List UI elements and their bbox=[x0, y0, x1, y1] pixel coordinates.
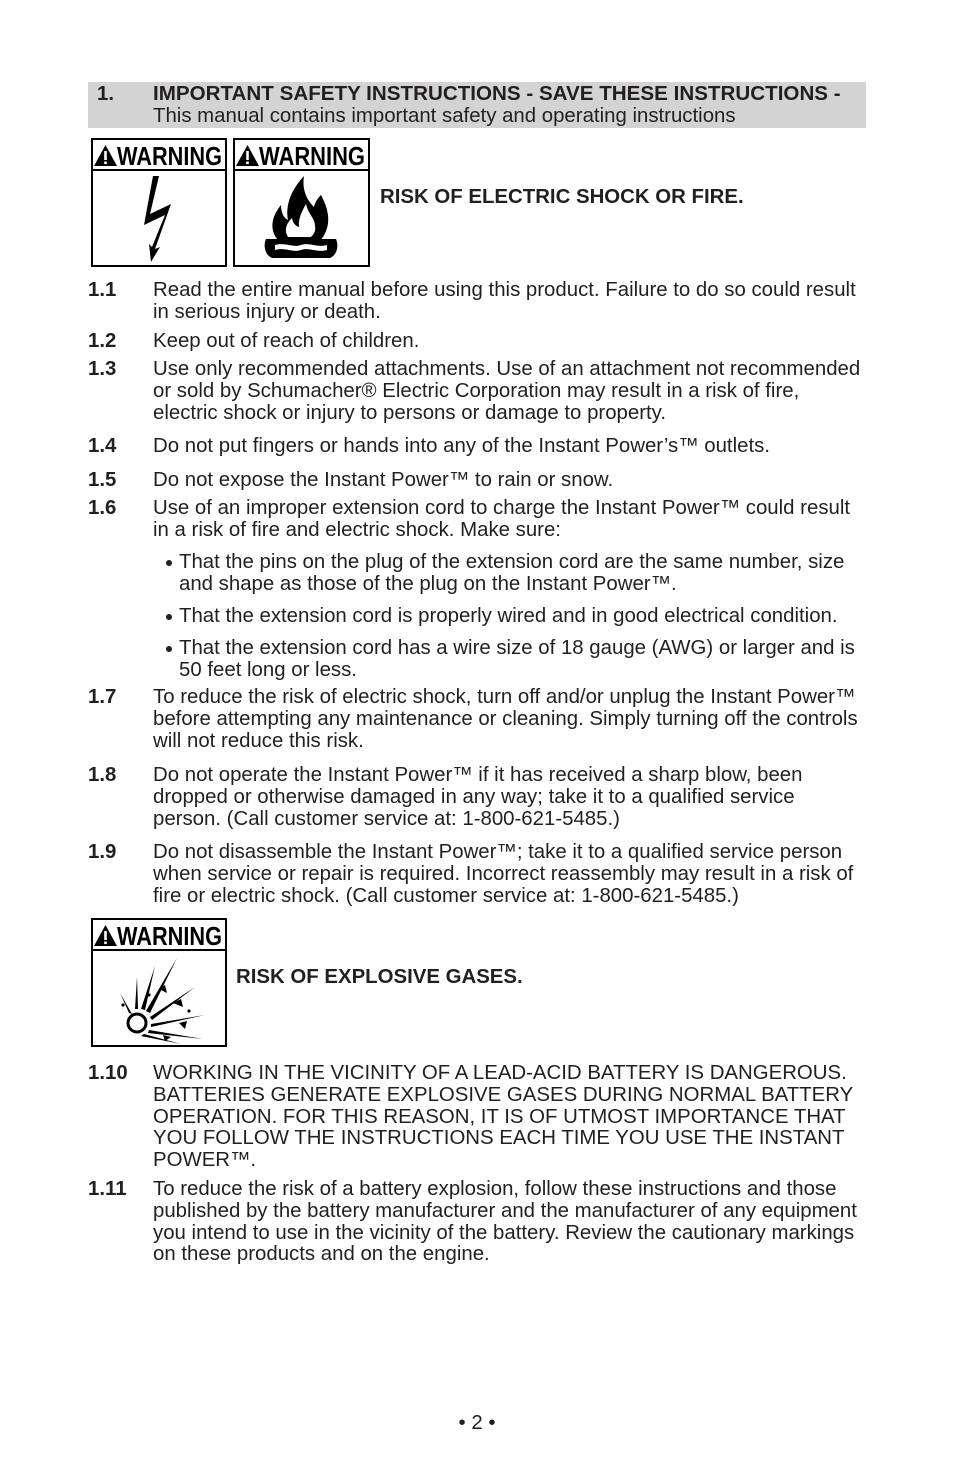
warning-header bbox=[93, 920, 225, 951]
item-number: 1.10 bbox=[88, 1062, 128, 1084]
item-number: 1.2 bbox=[88, 330, 117, 352]
section-title: IMPORTANT SAFETY INSTRUCTIONS - SAVE THESE INSTRUCTIONS - bbox=[153, 82, 841, 105]
safety-item-1-1 bbox=[88, 280, 856, 324]
warning-triangle-icon bbox=[94, 145, 117, 166]
warning-word: WARNING bbox=[117, 141, 222, 171]
section-header bbox=[88, 82, 866, 128]
item-number: 1.11 bbox=[88, 1178, 127, 1200]
item-text-line: Read the entire manual before using this product. Failure to do so could result bbox=[153, 279, 856, 301]
item-text-line: To reduce the risk of electric shock, turn off and/or unplug the Instant Power™ bbox=[153, 686, 856, 708]
warning-pictogram bbox=[93, 951, 225, 1045]
warning-header bbox=[93, 140, 225, 171]
item-text-line: Do not put fingers or hands into any of the Instant Power’s™ outlets. bbox=[153, 435, 770, 457]
safety-item-1-7 bbox=[88, 687, 858, 752]
item-number: 1.7 bbox=[88, 686, 117, 708]
warning-caption-electric-shock: RISK OF ELECTRIC SHOCK OR FIRE. bbox=[380, 186, 744, 208]
warning-pictogram bbox=[93, 171, 225, 265]
warning-triangle-icon bbox=[236, 145, 259, 166]
item-number: 1.4 bbox=[88, 435, 117, 457]
item-text-line: dropped or otherwise damaged in any way; take it to a qualified service bbox=[153, 785, 795, 808]
safety-item-1-10 bbox=[88, 1063, 853, 1172]
bullet-item bbox=[165, 552, 844, 596]
section-subtitle: This manual contains important safety and operating instructions bbox=[153, 105, 736, 127]
warning-label-electric-shock bbox=[91, 138, 227, 267]
bullet-item bbox=[165, 606, 838, 628]
warning-header bbox=[235, 140, 368, 171]
item-number: 1.5 bbox=[88, 469, 117, 491]
safety-item-1-3 bbox=[88, 359, 860, 424]
warning-triangle-icon bbox=[94, 925, 117, 946]
item-number: 1.9 bbox=[88, 841, 117, 863]
safety-item-1-4 bbox=[88, 436, 770, 458]
item-text-line: on these products and on the engine. bbox=[153, 1243, 490, 1266]
item-text-line: in a risk of fire and electric shock. Make sure: bbox=[153, 518, 561, 541]
warning-word: WARNING bbox=[259, 141, 365, 171]
warning-pictogram bbox=[235, 171, 368, 265]
bullet-text-line: That the extension cord has a wire size of 18 gauge (AWG) or larger and is bbox=[179, 637, 855, 659]
item-text-line: person. (Call customer service at: 1-800-621-5485.) bbox=[153, 807, 620, 830]
bullet-text-line: That the extension cord is properly wired and in good electrical condition. bbox=[179, 605, 838, 627]
item-text-line: electric shock or injury to persons or damage to property. bbox=[153, 401, 667, 424]
item-text-line: Use only recommended attachments. Use of an attachment not recommended bbox=[153, 358, 861, 380]
item-text-line: BATTERIES GENERATE EXPLOSIVE GASES DURING NORMAL BATTERY bbox=[153, 1083, 854, 1106]
warning-caption-explosive-gases: RISK OF EXPLOSIVE GASES. bbox=[236, 966, 523, 988]
item-text-line: WORKING IN THE VICINITY OF A LEAD-ACID BATTERY IS DANGEROUS. bbox=[153, 1062, 847, 1084]
item-text-line: or sold by Schumacher® Electric Corporation may result in a risk of fire, bbox=[153, 379, 800, 402]
safety-item-1-5 bbox=[88, 470, 613, 492]
lightning-bolt-icon bbox=[93, 171, 225, 265]
item-text-line: POWER™. bbox=[153, 1149, 257, 1172]
item-text-line: Do not disassemble the Instant Power™; take it to a qualified service person bbox=[153, 841, 843, 863]
item-text-line: in serious injury or death. bbox=[153, 300, 381, 323]
explosion-icon bbox=[93, 951, 225, 1045]
item-text-line: To reduce the risk of a battery explosion, follow these instructions and those bbox=[153, 1178, 837, 1200]
page-number: • 2 • bbox=[458, 1412, 496, 1434]
safety-item-1-9 bbox=[88, 842, 853, 907]
bullet-item bbox=[165, 638, 855, 682]
item-text-line: YOU FOLLOW THE INSTRUCTIONS EACH TIME YOU USE THE INSTANT bbox=[153, 1127, 845, 1150]
item-number: 1.8 bbox=[88, 764, 117, 786]
safety-item-1-6 bbox=[88, 498, 850, 542]
safety-item-1-2 bbox=[88, 331, 419, 353]
warning-label-fire bbox=[233, 138, 370, 267]
item-text-line: will not reduce this risk. bbox=[153, 729, 364, 752]
item-text-line: Do not expose the Instant Power™ to rain or snow. bbox=[153, 469, 614, 491]
item-text-line: OPERATION. FOR THIS REASON, IT IS OF UTMOST IMPORTANCE THAT bbox=[153, 1105, 846, 1128]
section-number: 1. bbox=[97, 83, 115, 105]
bullet-text-line: 50 feet long or less. bbox=[179, 658, 357, 681]
item-number: 1.6 bbox=[88, 497, 117, 519]
bullet-dot bbox=[166, 560, 172, 566]
bullet-dot bbox=[166, 614, 172, 620]
item-number: 1.1 bbox=[88, 279, 117, 301]
item-text-line: before attempting any maintenance or cleaning. Simply turning off the controls bbox=[153, 707, 858, 730]
warning-word: WARNING bbox=[117, 921, 222, 951]
item-text-line: Do not operate the Instant Power™ if it has received a sharp blow, been bbox=[153, 764, 803, 786]
item-text-line: Keep out of reach of children. bbox=[153, 330, 420, 352]
item-text-line: Use of an improper extension cord to charge the Instant Power™ could result bbox=[153, 497, 851, 519]
bullet-text-line: That the pins on the plug of the extension cord are the same number, size bbox=[179, 551, 845, 573]
fire-icon bbox=[235, 171, 368, 265]
item-text-line: fire or electric shock. (Call customer service at: 1-800-621-5485.) bbox=[153, 884, 739, 907]
safety-item-1-11 bbox=[88, 1179, 857, 1266]
item-text-line: when service or repair is required. Incorrect reassembly may result in a risk of bbox=[153, 862, 854, 885]
item-text-line: published by the battery manufacturer and the manufacturer of any equipment bbox=[153, 1199, 857, 1222]
bullet-dot bbox=[166, 646, 172, 652]
item-number: 1.3 bbox=[88, 358, 117, 380]
safety-item-1-8 bbox=[88, 765, 802, 830]
warning-label-explosive-gases bbox=[91, 918, 227, 1047]
bullet-text-line: and shape as those of the plug on the Instant Power™. bbox=[179, 572, 677, 595]
item-text-line: you intend to use in the vicinity of the battery. Review the cautionary markings bbox=[153, 1221, 855, 1244]
